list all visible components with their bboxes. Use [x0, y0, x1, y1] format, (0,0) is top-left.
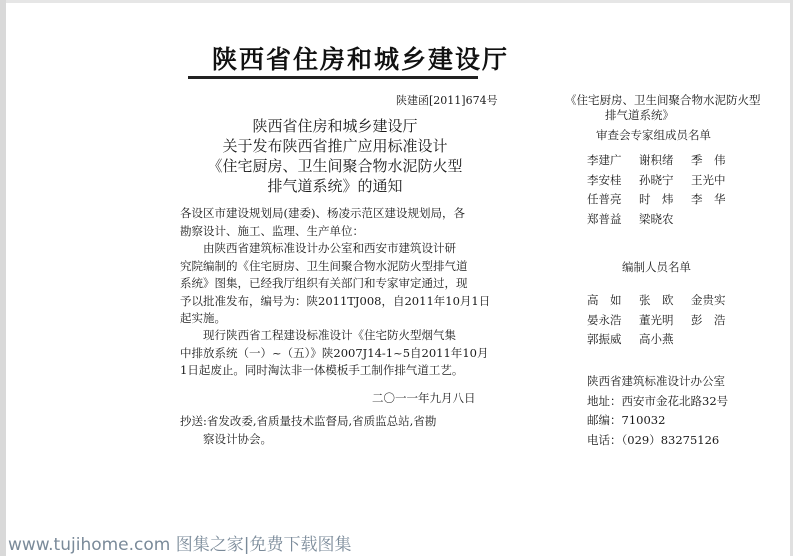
title-line: 排气道系统》的通知	[267, 177, 403, 195]
phone: 电话：（029）83275126	[587, 432, 720, 447]
contact-info	[587, 372, 728, 450]
person-name: 谢积绪	[639, 153, 674, 167]
cc-list	[180, 412, 436, 448]
recipients-line: 各设区市建设规划局(建委)、杨凌示范区建设规划局，各	[180, 206, 465, 220]
issue-date: 二〇一一年九月八日	[372, 391, 476, 405]
editors-heading: 编制人员名单	[622, 260, 691, 274]
person-name: 郑普益	[587, 211, 622, 226]
body-line: 现行陕西省工程建设标准设计《住宅防火型烟气集	[203, 328, 456, 342]
person-name: 孙晓宁	[639, 172, 674, 187]
title-line: 《住宅厨房、卫生间聚合物水泥防火型	[207, 157, 463, 175]
name-row	[587, 190, 726, 210]
review-heading: 审查会专家组成员名单	[596, 128, 711, 142]
name-row	[587, 171, 726, 191]
name-row	[587, 291, 726, 311]
body-paragraph-2	[180, 327, 488, 380]
title-line: 陕西省住房和城乡建设厅	[252, 117, 418, 135]
standard-title	[565, 93, 761, 123]
body-line: 1日起废止。同时淘汰非一体模板手工制作排气道工艺。	[180, 363, 464, 377]
standard-title-line: 排气道系统》	[605, 108, 674, 122]
name-row	[587, 311, 726, 331]
person-name: 张 欧	[639, 293, 674, 307]
masthead: 陕西省住房和城乡建设厅	[212, 45, 510, 74]
address: 地址：西安市金花北路32号	[587, 393, 729, 408]
person-name: 彭 浩	[691, 312, 726, 327]
recipients-line: 勘察设计、施工、监理、生产单位：	[180, 223, 364, 238]
person-name: 董光明	[639, 312, 674, 327]
masthead-rule	[188, 76, 478, 79]
body-line: 系统》图集，已经我厅组织有关部门和专家审定通过，现	[180, 276, 468, 290]
person-name: 季 伟	[691, 153, 726, 167]
name-row	[587, 330, 726, 350]
body-line: 究院编制的《住宅厨房、卫生间聚合物水泥防火型排气道	[180, 258, 468, 273]
scan-edge-top	[0, 0, 793, 3]
editors-list	[587, 291, 726, 350]
body-paragraph-1	[180, 240, 490, 328]
review-members	[587, 151, 726, 229]
person-name: 高 如	[587, 293, 622, 307]
standard-title-line: 《住宅厨房、卫生间聚合物水泥防火型	[565, 93, 761, 107]
document-number: 陕建函[2011]674号	[396, 94, 498, 107]
recipients	[180, 205, 465, 240]
cc-line: 抄送:省发改委,省质量技术监督局,省质监总站,省勘	[180, 414, 437, 428]
scan-edge-left	[0, 0, 6, 556]
person-name: 梁晓农	[639, 211, 674, 226]
person-name: 李 华	[691, 192, 726, 206]
person-name: 李安桂	[587, 172, 622, 187]
person-name: 郭振威	[587, 332, 622, 346]
body-line: 由陕西省建筑标准设计办公室和西安市建筑设计研	[203, 241, 456, 255]
office-name: 陕西省建筑标准设计办公室	[587, 374, 725, 388]
person-name: 时 炜	[639, 192, 674, 206]
notice-title	[170, 116, 500, 196]
person-name: 任普亮	[587, 192, 622, 206]
person-name: 高小燕	[639, 332, 674, 346]
body-line: 起实施。	[180, 311, 226, 325]
body-line: 予以批准发布，编号为：陕2011TJ008，自2011年10月1日	[180, 293, 491, 308]
person-name: 金贵实	[691, 293, 726, 307]
body-line: 中排放系统（一）~（五）》陕2007J14-1~5自2011年10月	[180, 345, 489, 360]
site-watermark: www.tujihome.com 图集之家|免费下载图集	[8, 535, 352, 555]
person-name: 晏永浩	[587, 312, 622, 327]
name-row	[587, 151, 726, 171]
title-line: 关于发布陕西省推广应用标准设计	[222, 137, 448, 155]
name-row	[587, 210, 726, 230]
person-name: 王光中	[691, 172, 726, 187]
cc-line: 察设计协会。	[203, 432, 272, 446]
person-name: 李建广	[587, 153, 622, 167]
postcode: 邮编：710032	[587, 413, 666, 427]
